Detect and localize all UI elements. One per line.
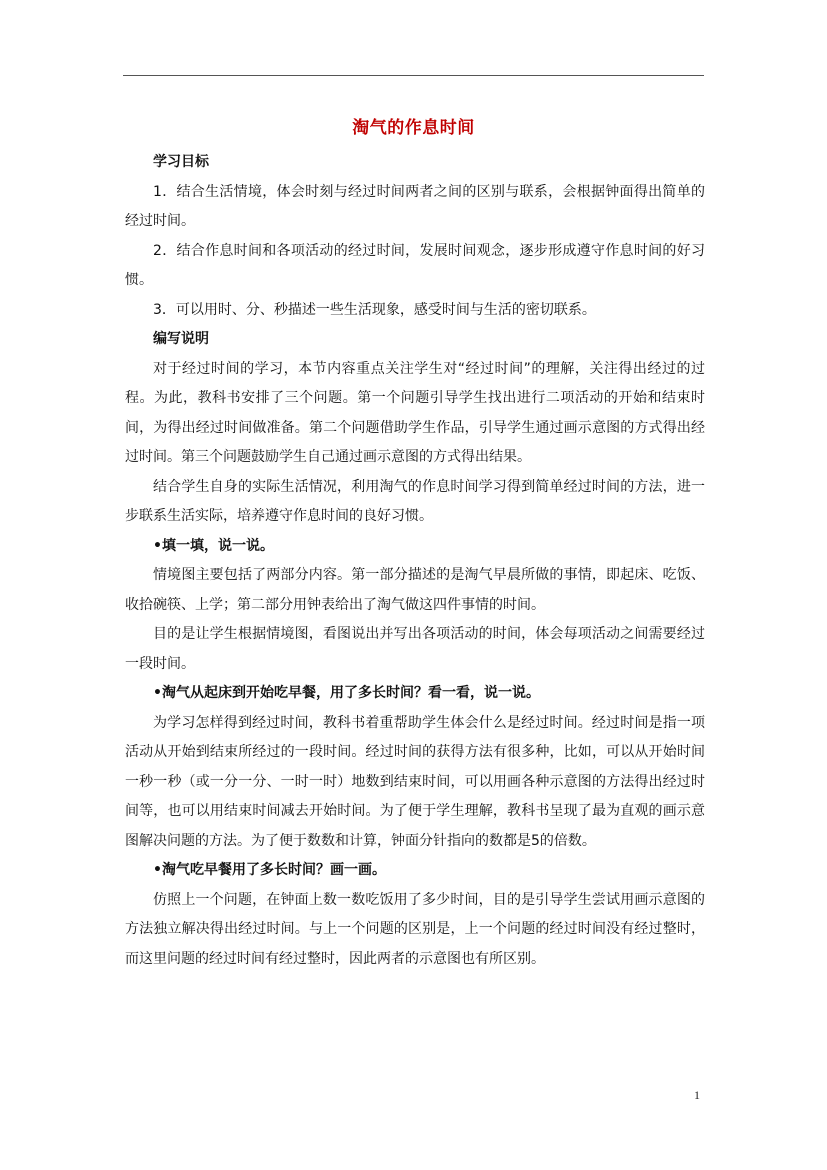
paragraph-fill-2: 目的是让学生根据情境图，看图说出并写出各项活动的时间，体会每项活动之间需要经过一段时间。 (125, 626, 705, 672)
header-rule (123, 75, 704, 76)
section-heading-writing-notes: 编写说明 (153, 331, 209, 347)
section-heading-fill-and-say: •填一填，说一说。 (153, 537, 274, 554)
document-body (125, 148, 705, 974)
section-heading-breakfast-duration: •淘气吃早餐用了多长时间？画一画。 (153, 862, 386, 878)
paragraph-goal-2: 2．结合作息时间和各项活动的经过时间，发展时间观念，逐步形成遵守作息时间的好习惯。 (125, 242, 705, 288)
paragraph-notes-2: 结合学生自身的实际生活情况，利用淘气的作息时间学习得到简单经过时间的方法，进一步联系生活实际，培养遵守作息时间的良好习惯。 (125, 478, 705, 524)
paragraph-notes-1: 对于经过时间的学习，本节内容重点关注学生对“经过时间”的理解，关注得出经过的过程。为此，教科书安排了三个问题。第一个问题引导学生找出进行二项活动的开始和结束时间，为得出经过时间做准备。第二个问题借助学生作品，引导学生通过画示意图的方式得出经过时间。第三个问题鼓励学生自己通过画示意图的方式得出结果。 (125, 360, 705, 465)
paragraph-elapsed-time: 为学习怎样得到经过时间，教科书着重帮助学生体会什么是经过时间。经过时间是指一项活动从开始到结束所经过的一段时间。经过时间的获得方法有很多种，比如，可以从开始时间一秒一秒（或一分一分、一时一时）地数到结束时间，可以用画各种示意图的方法得出经过时间等，也可以用结束时间减去开始时间。为了便于学生理解，教科书呈现了最为直观的画示意图解决问题的方法。为了便于数数和计算，钟面分针指向的数都是5的倍数。 (125, 714, 705, 849)
document-title: 淘气的作息时间 (352, 118, 475, 138)
page-number: 1 (694, 1088, 700, 1102)
paragraph-fill-1: 情境图主要包括了两部分内容。第一部分描述的是淘气早晨所做的事情，即起床、吃饭、收拾碗筷、上学；第二部分用钟表给出了淘气做这四件事情的时间。 (125, 567, 705, 613)
section-heading-learning-goals: 学习目标 (153, 154, 209, 170)
paragraph-goal-1: 1．结合生活情境，体会时刻与经过时间两者之间的区别与联系，会根据钟面得出简单的经过时间。 (125, 183, 705, 229)
paragraph-breakfast: 仿照上一个问题，在钟面上数一数吃饭用了多少时间，目的是引导学生尝试用画示意图的方法独立解决得出经过时间。与上一个问题的区别是，上一个问题的经过时间没有经过整时，而这里问题的经过时间有经过整时，因此两者的示意图也有所区别。 (125, 891, 705, 967)
section-heading-wake-to-breakfast: •淘气从起床到开始吃早餐，用了多长时间？看一看，说一说。 (153, 685, 540, 701)
paragraph-goal-3: 3．可以用时、分、秒描述一些生活现象，感受时间与生活的密切联系。 (153, 301, 596, 318)
